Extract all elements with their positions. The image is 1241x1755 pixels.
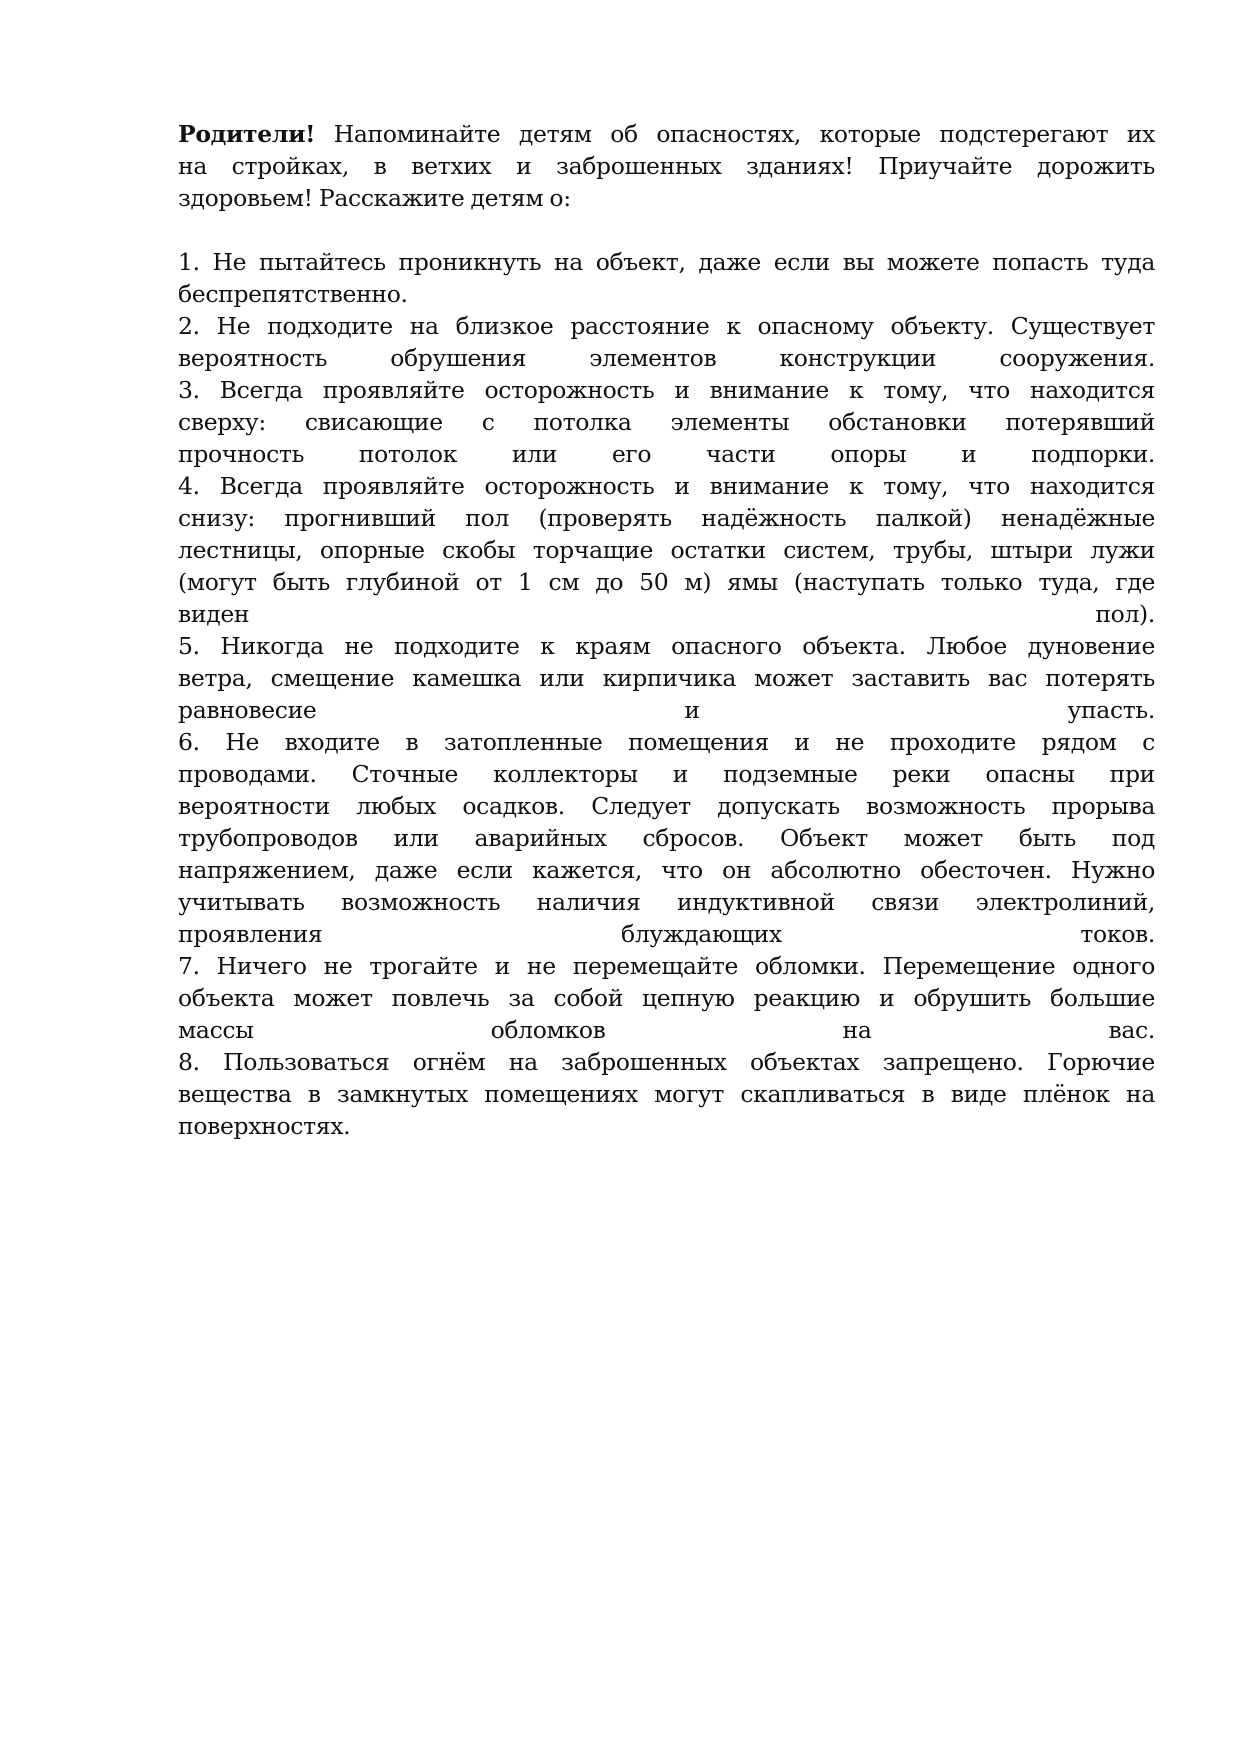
list-item-line: 1. Не пытайтесь проникнуть на объект, даже если вы можете попасть туда xyxy=(178,248,1155,276)
document-page xyxy=(178,118,1155,1142)
list-item-line: проявления блуждающих токов. xyxy=(178,920,1155,948)
list-item-line: вещества в замкнутых помещениях могут скапливаться в виде плёнок на xyxy=(178,1080,1155,1108)
list-item-line: 4. Всегда проявляйте осторожность и внимание к тому, что находится xyxy=(178,472,1155,500)
list-item-line: 7. Ничего не трогайте и не перемещайте обломки. Перемещение одного xyxy=(178,952,1155,980)
list-item-line: равновесие и упасть. xyxy=(178,696,1155,724)
list-item-1 xyxy=(178,246,1155,310)
intro-line xyxy=(178,118,1155,150)
intro-bold-lead: Родители! xyxy=(178,120,316,148)
list-item-line: беспрепятственно. xyxy=(178,280,408,308)
list-item-line: снизу: прогнивший пол (проверять надёжность палкой) ненадёжные xyxy=(178,504,1155,532)
list-item-4 xyxy=(178,470,1155,630)
list-item-line: массы обломков на вас. xyxy=(178,1016,1155,1044)
list-item-line: 8. Пользоваться огнём на заброшенных объектах запрещено. Горючие xyxy=(178,1048,1155,1076)
list-item-line: сверху: свисающие с потолка элементы обстановки потерявший xyxy=(178,408,1155,436)
list-item-line: (могут быть глубиной от 1 см до 50 м) ямы (наступать только туда, где xyxy=(178,568,1155,596)
paragraph-gap xyxy=(178,214,1155,246)
list-item-line: 2. Не подходите на близкое расстояние к опасному объекту. Существует xyxy=(178,312,1155,340)
list-item-6 xyxy=(178,726,1155,950)
list-item-line: ветра, смещение камешка или кирпичика может заставить вас потерять xyxy=(178,664,1155,692)
safety-list xyxy=(178,246,1155,1142)
list-item-8 xyxy=(178,1046,1155,1142)
list-item-line: 3. Всегда проявляйте осторожность и внимание к тому, что находится xyxy=(178,376,1155,404)
list-item-line: объекта может повлечь за собой цепную реакцию и обрушить большие xyxy=(178,984,1155,1012)
list-item-line: поверхностях. xyxy=(178,1112,351,1140)
list-item-7 xyxy=(178,950,1155,1046)
list-item-line: прочность потолок или его части опоры и подпорки. xyxy=(178,440,1155,468)
intro-paragraph xyxy=(178,118,1155,214)
intro-line: на стройках, в ветхих и заброшенных зданиях! Приучайте дорожить xyxy=(178,152,1155,180)
list-item-5 xyxy=(178,630,1155,726)
list-item-line: вероятность обрушения элементов конструкции сооружения. xyxy=(178,344,1155,372)
list-item-line: 5. Никогда не подходите к краям опасного объекта. Любое дуновение xyxy=(178,632,1155,660)
list-item-2 xyxy=(178,310,1155,374)
list-item-line: учитывать возможность наличия индуктивной связи электролиний, xyxy=(178,888,1155,916)
intro-line-text: Напоминайте детям об опасностях, которые подстерегают их xyxy=(315,120,1155,148)
list-item-3 xyxy=(178,374,1155,470)
list-item-line: 6. Не входите в затопленные помещения и не проходите рядом с xyxy=(178,728,1155,756)
list-item-line: вероятности любых осадков. Следует допускать возможность прорыва xyxy=(178,792,1155,820)
list-item-line: лестницы, опорные скобы торчащие остатки систем, трубы, штыри лужи xyxy=(178,536,1155,564)
list-item-line: виден пол). xyxy=(178,600,1155,628)
list-item-line: проводами. Сточные коллекторы и подземные реки опасны при xyxy=(178,760,1155,788)
list-item-line: трубопроводов или аварийных сбросов. Объект может быть под xyxy=(178,824,1155,852)
intro-line: здоровьем! Расскажите детям о: xyxy=(178,184,571,212)
list-item-line: напряжением, даже если кажется, что он абсолютно обесточен. Нужно xyxy=(178,856,1155,884)
